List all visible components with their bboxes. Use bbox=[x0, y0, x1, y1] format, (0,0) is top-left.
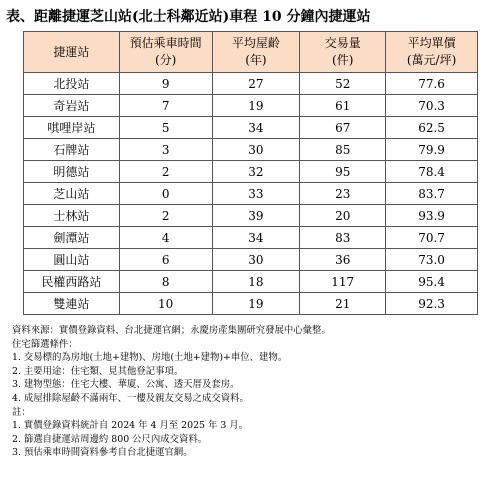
note-line: 3. 建物型態：住宅大樓、華廈、公寓、透天厝及套房。 bbox=[12, 379, 240, 391]
cell-unit-price: 95.4 bbox=[386, 271, 478, 293]
header-unit-price: 平均單價 (萬元/坪) bbox=[386, 32, 478, 73]
cell-volume: 95 bbox=[300, 161, 386, 183]
cell-avg-age: 33 bbox=[212, 183, 300, 205]
cell-volume: 83 bbox=[300, 227, 386, 249]
cell-ride-time: 2 bbox=[119, 161, 212, 183]
cell-volume: 117 bbox=[300, 271, 386, 293]
station-table bbox=[23, 31, 478, 315]
header-volume: 交易量 (件) bbox=[300, 32, 386, 73]
cell-unit-price: 77.6 bbox=[386, 73, 478, 95]
header-ride-time: 預估乘車時間 (分) bbox=[119, 32, 212, 73]
cell-station: 芝山站 bbox=[24, 183, 120, 205]
note-line: 2. 篩選自捷運站周邊約 800 公尺內成交資料。 bbox=[12, 433, 208, 445]
cell-avg-age: 39 bbox=[212, 205, 300, 227]
header-station: 捷運站 bbox=[24, 32, 120, 73]
cell-ride-time: 0 bbox=[119, 183, 212, 205]
table-header-row bbox=[24, 32, 478, 73]
table-row bbox=[24, 183, 478, 205]
cell-station: 圓山站 bbox=[24, 249, 120, 271]
note-line: 註： bbox=[12, 406, 31, 418]
cell-volume: 36 bbox=[300, 249, 386, 271]
note-line: 3. 預估乘車時間資料參考自台北捷運官網。 bbox=[12, 447, 193, 459]
cell-unit-price: 62.5 bbox=[386, 117, 478, 139]
cell-unit-price: 78.4 bbox=[386, 161, 478, 183]
cell-ride-time: 3 bbox=[119, 139, 212, 161]
cell-unit-price: 73.0 bbox=[386, 249, 478, 271]
cell-avg-age: 19 bbox=[212, 293, 300, 315]
cell-station: 明德站 bbox=[24, 161, 120, 183]
table-row bbox=[24, 293, 478, 315]
table-body bbox=[24, 73, 478, 315]
cell-station: 士林站 bbox=[24, 205, 120, 227]
cell-volume: 52 bbox=[300, 73, 386, 95]
cell-station: 奇岩站 bbox=[24, 95, 120, 117]
cell-unit-price: 70.3 bbox=[386, 95, 478, 117]
note-line: 資料來源：實價登錄資料、台北捷運官網；永慶房產集團研究發展中心彙整。 bbox=[12, 325, 331, 336]
cell-ride-time: 7 bbox=[119, 95, 212, 117]
cell-avg-age: 34 bbox=[212, 227, 300, 249]
cell-avg-age: 30 bbox=[212, 139, 300, 161]
table-row bbox=[24, 249, 478, 271]
table-row bbox=[24, 271, 478, 293]
cell-volume: 23 bbox=[300, 183, 386, 205]
cell-station: 雙連站 bbox=[24, 293, 120, 315]
table-row bbox=[24, 161, 478, 183]
cell-ride-time: 5 bbox=[119, 117, 212, 139]
note-line: 4. 成屋排除屋齡不滿兩年、一樓及親友交易之成交資料。 bbox=[12, 392, 249, 404]
table-row bbox=[24, 227, 478, 249]
cell-unit-price: 79.9 bbox=[386, 139, 478, 161]
cell-volume: 61 bbox=[300, 95, 386, 117]
cell-avg-age: 27 bbox=[212, 73, 300, 95]
cell-unit-price: 93.9 bbox=[386, 205, 478, 227]
cell-volume: 20 bbox=[300, 205, 386, 227]
cell-volume: 67 bbox=[300, 117, 386, 139]
cell-station: 石牌站 bbox=[24, 139, 120, 161]
cell-station: 民權西路站 bbox=[24, 271, 120, 293]
cell-ride-time: 2 bbox=[119, 205, 212, 227]
table-row bbox=[24, 117, 478, 139]
cell-avg-age: 18 bbox=[212, 271, 300, 293]
cell-avg-age: 32 bbox=[212, 161, 300, 183]
cell-station: 北投站 bbox=[24, 73, 120, 95]
table-row bbox=[24, 139, 478, 161]
table-row bbox=[24, 95, 478, 117]
cell-ride-time: 8 bbox=[119, 271, 212, 293]
cell-ride-time: 4 bbox=[119, 227, 212, 249]
table-row bbox=[24, 205, 478, 227]
cell-station: 劍潭站 bbox=[24, 227, 120, 249]
cell-volume: 21 bbox=[300, 293, 386, 315]
note-line: 2. 主要用途：住宅類、見其他登記事項。 bbox=[12, 365, 184, 377]
cell-unit-price: 92.3 bbox=[386, 293, 478, 315]
cell-volume: 85 bbox=[300, 139, 386, 161]
table-row bbox=[24, 73, 478, 95]
cell-unit-price: 83.7 bbox=[386, 183, 478, 205]
cell-ride-time: 9 bbox=[119, 73, 212, 95]
cell-avg-age: 34 bbox=[212, 117, 300, 139]
cell-ride-time: 6 bbox=[119, 249, 212, 271]
notes-section bbox=[12, 324, 331, 460]
note-line: 住宅篩選條件： bbox=[12, 338, 78, 350]
cell-avg-age: 19 bbox=[212, 95, 300, 117]
cell-ride-time: 10 bbox=[119, 293, 212, 315]
header-avg-age: 平均屋齡 (年) bbox=[212, 32, 300, 73]
cell-unit-price: 70.7 bbox=[386, 227, 478, 249]
note-line: 1. 實價登錄資料統計自 2024 年 4 月至 2025 年 3 月。 bbox=[12, 420, 249, 432]
note-line: 1. 交易標的為房地(土地+建物)、房地(土地+建物)+車位、建物。 bbox=[12, 352, 288, 364]
cell-station: 唭哩岸站 bbox=[24, 117, 120, 139]
page-title: 表、距離捷運芝山站(北士科鄰近站)車程 10 分鐘內捷運站 bbox=[6, 9, 371, 25]
cell-avg-age: 30 bbox=[212, 249, 300, 271]
